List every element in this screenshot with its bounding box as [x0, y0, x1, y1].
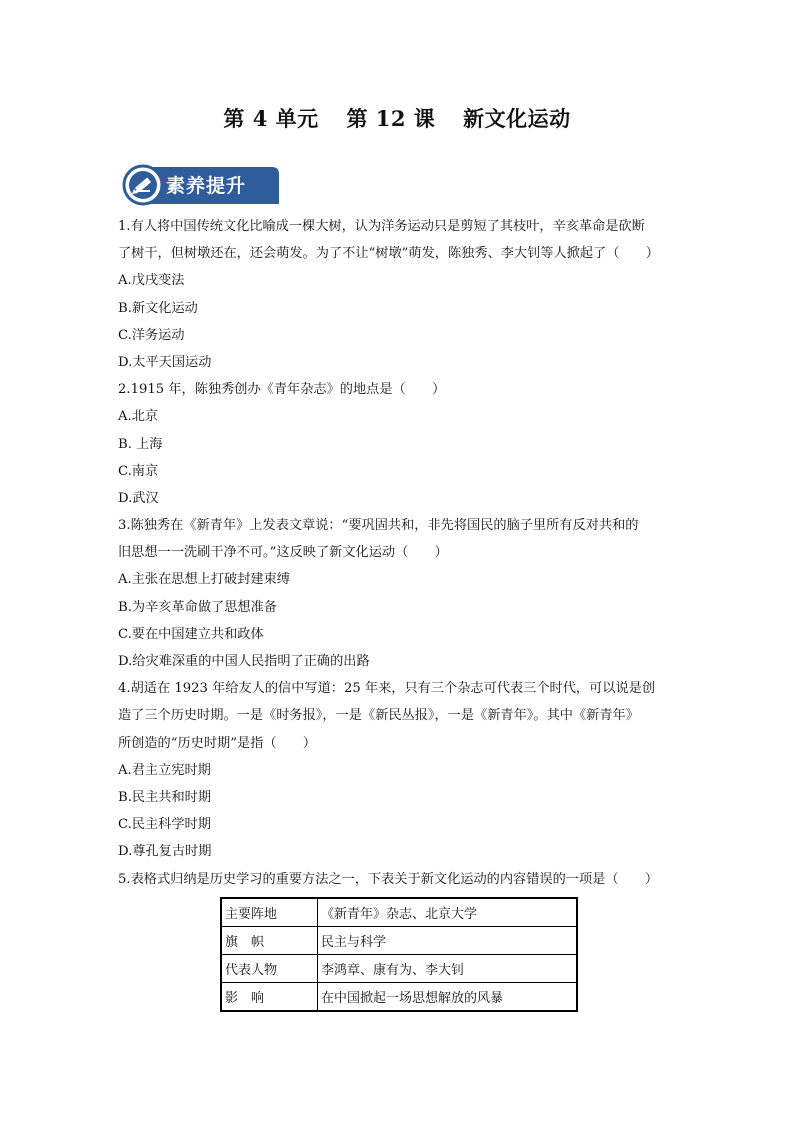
table-row	[221, 954, 577, 982]
question-3	[118, 512, 678, 675]
option-b: B. 上海	[118, 436, 163, 452]
question-text: 2.1915 年，陈独秀创办《青年杂志》的地点是（ ）	[118, 382, 446, 398]
table-key: 旗 帜	[221, 926, 318, 954]
question-5	[118, 866, 678, 1012]
option-a: A.戊戌变法	[118, 273, 185, 289]
option-c: C.洋务运动	[118, 327, 185, 343]
badge-label: 素养提升	[166, 175, 247, 197]
topic-label: 新文化运动	[463, 106, 571, 131]
table-key: 影 响	[221, 982, 318, 1011]
option-c: C.南京	[118, 463, 159, 479]
table-value: 在中国掀起一场思想解放的风暴	[318, 982, 578, 1011]
question-1	[118, 213, 678, 376]
question-text: 4.胡适在 1923 年给友人的信中写道：25 年来，只有三个杂志可代表三个时代，可以说是创	[118, 681, 656, 697]
question-text: 旧思想一一洗刷干净不可。”这反映了新文化运动（ ）	[118, 545, 448, 561]
option-d: D.尊孔复古时期	[118, 844, 212, 860]
question-text: 1.有人将中国传统文化比喻成一棵大树，认为洋务运动只是剪短了其枝叶，辛亥革命是砍断	[118, 219, 645, 234]
table-key: 主要阵地	[221, 898, 318, 927]
section-badge	[122, 164, 280, 206]
option-b: B.新文化运动	[118, 300, 198, 316]
summary-table	[220, 897, 578, 1012]
option-d: D.武汉	[118, 490, 159, 506]
question-text: 所创造的“历史时期”是指（ ）	[118, 735, 317, 751]
option-b: B.为辛亥革命做了思想准备	[118, 599, 277, 615]
question-text: 3.陈独秀在《新青年》上发表文章说：“要巩固共和，非先将国民的脑子里所有反对共和的	[118, 518, 639, 534]
option-a: A.主张在思想上打破封建束缚	[118, 572, 290, 588]
table-value: 民主与科学	[318, 926, 578, 954]
table-row	[221, 898, 577, 927]
table-value: 李鸿章、康有为、李大钊	[318, 954, 578, 982]
option-a: A.君主立宪时期	[118, 762, 211, 778]
option-c: C.要在中国建立共和政体	[118, 626, 264, 642]
option-c: C.民主科学时期	[118, 817, 211, 833]
questions-list	[118, 213, 678, 1012]
question-text: 5.表格式归纳是历史学习的重要方法之一，下表关于新文化运动的内容错误的一项是（ ）	[118, 871, 659, 887]
question-text: 了树干，但树墩还在，还会萌发。为了不让“树墩”萌发，陈独秀、李大钊等人掀起了（ ）	[118, 246, 659, 262]
question-2	[118, 376, 678, 512]
option-d: D.给灾难深重的中国人民指明了正确的出路	[118, 654, 370, 669]
option-d: D.太平天国运动	[118, 354, 212, 370]
unit-label: 第 4 单元	[223, 106, 319, 131]
question-4	[118, 675, 678, 865]
lesson-label: 第 12 课	[346, 106, 436, 131]
page-title	[0, 103, 794, 133]
table-key: 代表人物	[221, 954, 318, 982]
question-text: 造了三个历史时期。一是《时务报》，一是《新民丛报》，一是《新青年》。其中《新青年》	[118, 708, 639, 724]
option-a: A.北京	[118, 409, 159, 425]
table-row	[221, 982, 577, 1011]
table-value: 《新青年》杂志、北京大学	[318, 898, 578, 927]
option-b: B.民主共和时期	[118, 789, 212, 805]
table-row	[221, 926, 577, 954]
